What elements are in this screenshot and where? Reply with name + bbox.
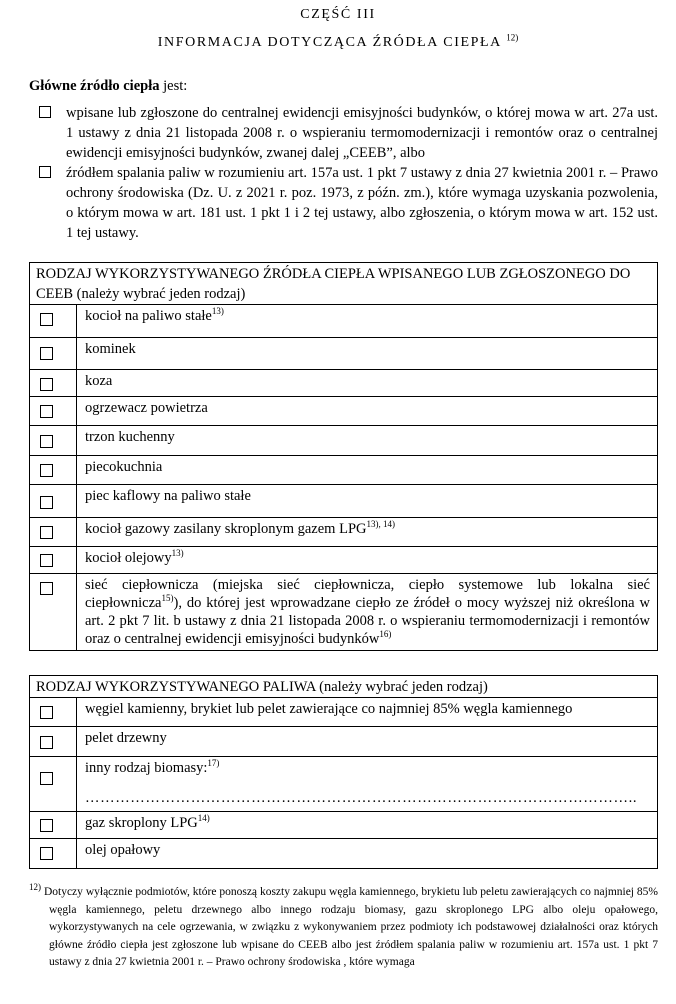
heat-source-label: kocioł olejowy xyxy=(85,550,172,566)
heat-source-checkbox-lpg-boiler[interactable] xyxy=(40,526,53,539)
fuel-label: inny rodzaj biomasy: xyxy=(85,760,208,776)
heat-source-cell xyxy=(30,518,77,547)
fuel-type-table xyxy=(29,675,658,869)
section-title-footnote-ref: 12) xyxy=(506,32,519,43)
heat-source-option xyxy=(77,305,658,338)
footnote-ref: 16) xyxy=(379,629,392,640)
fuel-cell xyxy=(30,757,77,812)
footnote-ref: 17) xyxy=(207,758,220,769)
heat-source-checkbox-cooker-stove[interactable] xyxy=(40,464,53,477)
heat-source-checkbox-tile-stove[interactable] xyxy=(40,496,53,509)
fuel-checkbox-wood-pellet[interactable] xyxy=(40,736,53,749)
heat-source-label: kocioł na paliwo stałe xyxy=(85,308,212,324)
heat-source-checkbox-air-heater[interactable] xyxy=(40,405,53,418)
heat-source-option xyxy=(77,547,658,574)
footnote-ref: 13) xyxy=(171,548,184,559)
fuel-label: węgiel kamienny, brykiet lub pelet zawierające co najmniej 85% węgla kamiennego xyxy=(85,701,573,717)
fuel-checkbox-other-biomass[interactable] xyxy=(40,772,53,785)
section-title-text: INFORMACJA DOTYCZĄCA ŹRÓDŁA CIEPŁA xyxy=(157,35,502,50)
heat-source-cell xyxy=(30,426,77,456)
section-title xyxy=(0,32,676,51)
heat-source-label: kocioł gazowy zasilany skroplonym gazem LPG xyxy=(85,521,367,537)
heat-source-label: trzon kuchenny xyxy=(85,429,175,445)
heat-source-option xyxy=(77,397,658,426)
fuel-checkbox-hard-coal[interactable] xyxy=(40,706,53,719)
heat-source-label: koza xyxy=(85,373,113,389)
footnote-ref: 13) xyxy=(211,306,224,317)
heat-source-option xyxy=(77,485,658,518)
part-heading: CZĘŚĆ III xyxy=(300,7,376,22)
heat-source-checkbox-district-heating[interactable] xyxy=(40,582,53,595)
heat-source-cell xyxy=(30,397,77,426)
fuel-option xyxy=(77,757,658,812)
footnote-body xyxy=(29,884,658,972)
heat-source-option xyxy=(77,338,658,370)
biomass-fill-in-line[interactable]: ……………………………………………………………………………………………….. xyxy=(85,790,638,806)
footnote-ref: 15) xyxy=(161,593,174,604)
heat-source-checkbox-oil-boiler[interactable] xyxy=(40,554,53,567)
heat-source-label-cont: ), do której jest wprowadzane ciepło ze źródeł o mocy wyższej niż określona w art. 2 pkt 7 lit. b ustawy z dnia 21 listopada 2008 r. o wspieraniu termomodernizacji i remontów oraz o centralnej ewidencji emisyjności budynków xyxy=(85,595,650,647)
fuel-option xyxy=(77,698,658,727)
heat-source-cell xyxy=(30,338,77,370)
heat-source-label: kominek xyxy=(85,341,136,357)
fuel-cell xyxy=(30,698,77,727)
fuel-cell xyxy=(30,812,77,839)
heat-source-checkbox-coal-boiler[interactable] xyxy=(40,313,53,326)
heat-source-cell xyxy=(30,547,77,574)
heat-source-option xyxy=(77,370,658,397)
footnote-ref: 14) xyxy=(197,813,210,824)
heat-source-cell xyxy=(30,574,77,651)
heat-source-label: piecokuchnia xyxy=(85,459,163,475)
heat-source-option xyxy=(77,456,658,485)
fuel-label: olej opałowy xyxy=(85,842,161,858)
heat-source-cell xyxy=(30,305,77,338)
heat-source-option xyxy=(77,574,658,651)
heat-source-label: sieć ciepłownicza (miejska sieć ciepłownicza, ciepło systemowe lub lokalna sieć ciepłownicza xyxy=(85,577,650,611)
fuel-cell xyxy=(30,839,77,869)
footnote-ref: 13), 14) xyxy=(366,519,395,530)
main-source-label-rest: jest: xyxy=(159,78,188,94)
main-source-ceeb-checkbox[interactable] xyxy=(39,106,51,118)
heat-source-checkbox-fireplace[interactable] xyxy=(40,347,53,360)
main-source-label xyxy=(29,78,187,95)
fuel-label: pelet drzewny xyxy=(85,730,167,746)
main-source-combustion-checkbox[interactable] xyxy=(39,166,51,178)
main-source-label-bold: Główne źródło ciepła xyxy=(29,78,160,94)
heat-source-checkbox-kitchen-range[interactable] xyxy=(40,435,53,448)
heat-source-option xyxy=(77,426,658,456)
heat-source-cell xyxy=(30,456,77,485)
main-source-ceeb-text: wpisane lub zgłoszone do centralnej ewidencji emisyjności budynków, o której mowa w art. 27a ust. 1 ustawy z dnia 21 listopada 2008 r. o wspieraniu termomodernizacji i remontów oraz o centralnej ewidencji emisyjności budynków, zwanej dalej „CEEB”, albo xyxy=(66,105,658,161)
fuel-table-header: RODZAJ WYKORZYSTYWANEGO PALIWA (należy wybrać jeden rodzaj) xyxy=(30,676,658,698)
fuel-label: gaz skroplony LPG xyxy=(85,815,198,831)
heat-source-cell xyxy=(30,370,77,397)
heat-source-label: ogrzewacz powietrza xyxy=(85,400,208,416)
heat-source-cell xyxy=(30,485,77,518)
footnote-marker: 12) xyxy=(29,882,41,893)
heat-source-label: piec kaflowy na paliwo stałe xyxy=(85,488,251,504)
heat-source-checkbox-stove[interactable] xyxy=(40,378,53,391)
footnote-text: Dotyczy wyłącznie podmiotów, które ponoszą koszty zakupu węgla kamiennego, brykietu lub peletu zawierających co najmniej 85% węgla kamiennego, peletu drzewnego albo innego rodzaju biomasy, gazu skroplonego LPG albo oleju opałowego, wykorzystywanych na cele ogrzewania, w związku z wykonywaniem przez podmioty ich podstawowej działalności oraz których główne źródło ciepła jest zgłoszone lub wpisane do CEEB albo jest źródłem spalania paliw w rozumieniu art. 157a ust. 1 pkt 7 ustawy z dnia 27 kwietnia 2001 r. – Prawo ochrony środowiska , które wymaga xyxy=(43,886,659,968)
fuel-checkbox-heating-oil[interactable] xyxy=(40,847,53,860)
footnote-12 xyxy=(29,884,658,972)
fuel-option xyxy=(77,727,658,757)
heat-source-table xyxy=(29,262,658,651)
fuel-option xyxy=(77,839,658,869)
main-source-combustion-text: źródłem spalania paliw w rozumieniu art. 157a ust. 1 pkt 7 ustawy z dnia 27 kwietnia 2001 r. – Prawo ochrony środowiska (Dz. U. z 2021 r. poz. 1973, z późn. zm.), które wymaga uzyskania pozwolenia, o którym mowa w art. 181 ust. 1 pkt 1 i 2 tej ustawy, albo zgłoszenia, o którym mowa w art. 152 ust. 1 tej ustawy. xyxy=(66,165,658,241)
heat-source-option xyxy=(77,518,658,547)
heat-source-table-header: RODZAJ WYKORZYSTYWANEGO ŹRÓDŁA CIEPŁA WPISANEGO LUB ZGŁOSZONEGO DO CEEB (należy wybrać jeden rodzaj) xyxy=(30,263,658,305)
fuel-cell xyxy=(30,727,77,757)
fuel-option xyxy=(77,812,658,839)
fuel-checkbox-lpg[interactable] xyxy=(40,819,53,832)
